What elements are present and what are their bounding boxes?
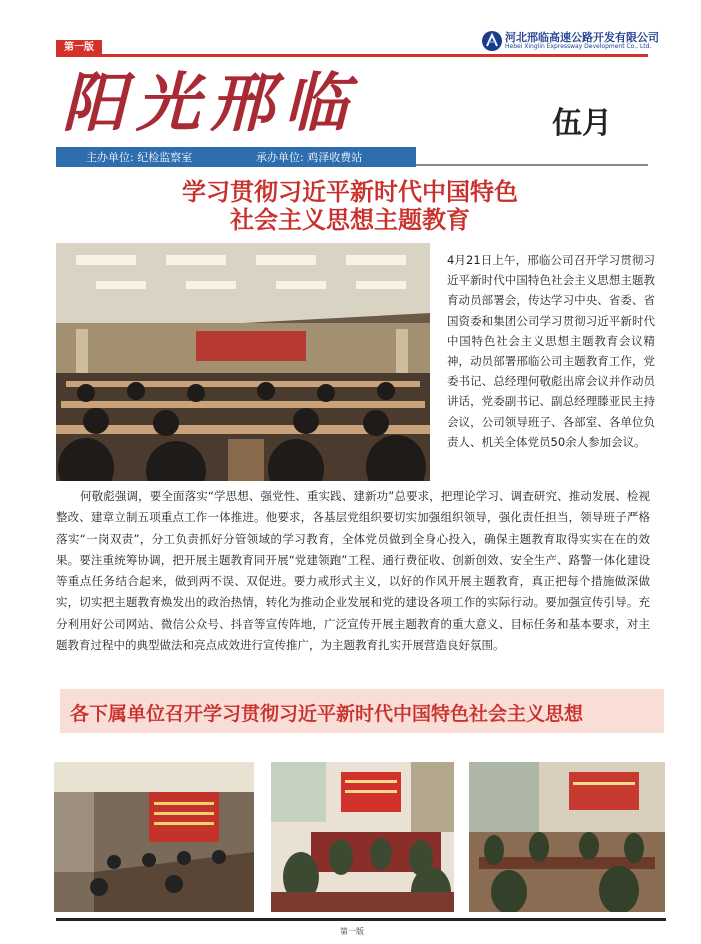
article-intro-paragraph: 4月21日上午，邢临公司召开学习贯彻习近平新时代中国特色社会主义思想主题教育动员部署会，传达学习中央、省委、省国资委和集团公司学习贯彻习近平新时代中国特色社会主义思想主题教育会议精神，动员部署邢临公司主题教育工作，党委书记、总经理何敬彪出席会议并作动员讲话，党委副书记、副总经理滕亚民主持会议，公司领导班子、各部室、各单位负责人、机关全体党员50余人参加会议。: [447, 253, 655, 449]
meeting-photo-2: [271, 762, 454, 912]
meeting-photo-3: [469, 762, 665, 912]
article-title-line2: 社会主义思想主题教育: [230, 206, 470, 234]
info-bar: [56, 147, 416, 167]
organizer-unit: 承办单位: 鸡泽收费站: [256, 151, 363, 164]
company-name-cn: 河北邢临高速公路开发有限公司: [505, 31, 659, 44]
article-title: [60, 178, 640, 234]
info-rule: [416, 164, 648, 166]
article-title-line1: 学习贯彻习近平新时代中国特色: [182, 178, 518, 206]
footer-rule: [56, 918, 666, 921]
article-body-paragraph: 何敬彪强调，要全面落实“学思想、强党性、重实践、建新功”总要求，把理论学习、调查研究、推动发展、检视整改、建章立制五项重点工作一体推进。他要求，各基层党组织要切实加强组织领导，强化责任担当，领导班子严格落实“一岗双责”，分工负责抓好分管领域的学习教育，全体党员做到全身心投入，确保主题教育取得实实在在的效果。要注重统筹协调，把开展主题教育同开展“党建领跑”工程、通行费征收、创新创效、安全生产、路警一体化建设等重点任务结合起来，做到两不误、双促进。要力戒形式主义，以好的作风开展主题教育，真正把每个措施做深做实，切实把主题教育焕发出的政治热情，转化为推动企业发展和党的建设各项工作的实际行动。要加强宣传引导。充分利用好公司网站、微信公众号、抖音等宣传阵地，广泛宣传开展主题教育的重大意义、目标任务和基本要求，对主题教育过程中的典型做法和亮点成效进行宣传推广，为主题教育扎实开展营造良好氛围。: [56, 489, 650, 653]
meeting-photo-1: [54, 762, 254, 912]
page-label: 第一版: [340, 927, 364, 936]
masthead-title: 阳光邢临: [62, 66, 358, 141]
subsection-banner: [60, 689, 664, 733]
company-name-en: Hebei Xinglin Expressway Development Co., Ltd.: [505, 43, 652, 50]
issue-month: 伍月: [552, 106, 612, 141]
header-rule: [56, 54, 648, 57]
host-unit: 主办单位: 纪检监察室: [86, 151, 193, 164]
meeting-hall-photo: [56, 243, 430, 481]
company-logo-icon: [481, 30, 503, 52]
subsection-title: 各下属单位召开学习贯彻习近平新时代中国特色社会主义思想: [70, 703, 584, 725]
edition-badge: 第一版: [56, 40, 102, 56]
